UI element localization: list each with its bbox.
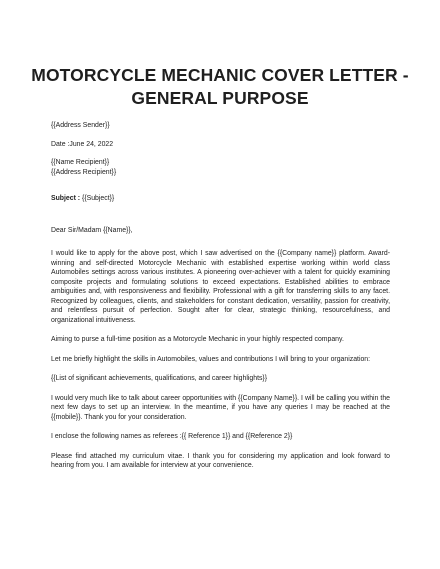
paragraph-achievements: {{List of significant achievements, qualifications, and career highlights}} (51, 375, 268, 382)
name-recipient: {{Name Recipient}} (51, 159, 110, 166)
subject-line (51, 194, 390, 204)
date-label: Date : (51, 140, 70, 148)
subject-value: {{Subject}} (80, 195, 115, 202)
letter-body (51, 121, 390, 471)
paragraph-closing: Please find attached my curriculum vitae. I thank you for considering my application and look forward to hearing from you. I am available for interview at your convenience. (51, 452, 390, 469)
date-value: June 24, 2022 (69, 140, 114, 148)
address-sender: {{Address Sender}} (51, 122, 110, 129)
salutation: Dear Sir/Madam {{Name}}, (51, 226, 133, 234)
paragraph-aim: Aiming to purse a full-time position as a Motorcycle Mechanic in your highly respected company. (51, 336, 344, 343)
paragraph-intro: I would like to apply for the above post, which I saw advertised on the {{Company name}} platform. Award-winning and self-directed Motorcycle Mechanic with established expertise working within world class Automobiles settings across various institutes. A pioneering over-achiever with a talent for quickly examining composite projects and formulating solutions to exceed expectations. Established abilities to embrace ambiguities and, with responsiveness and flexibility. Professional with a gift for transferring skills to any facet. Recognized by colleagues, clients, and stakeholders for constant dedication, versatility, passion for creativity, and relentless pursuit of perfection. Sought after for clear, strategic thinking, resourcefulness, and organizational intuitiveness. (51, 250, 390, 324)
document-title (20, 64, 420, 110)
paragraph-referees: I enclose the following names as referees :{{ Reference 1}} and {{Reference 2}} (51, 433, 293, 440)
subject-label: Subject : (51, 195, 81, 202)
title-line-1: MOTORCYCLE MECHANIC COVER LETTER - (31, 65, 409, 85)
address-recipient: {{Address Recipient}} (51, 168, 117, 176)
title-line-2: GENERAL PURPOSE (131, 88, 309, 108)
paragraph-skills: Let me briefly highlight the skills in Automobiles, values and contributions I will bring to your organization: (51, 355, 371, 363)
paragraph-interview: I would very much like to talk about career opportunities with {{Company Name}}. I will be calling you within the next few days to set up an interview. In the meantime, if you have any queries I may be reached at the {{mobile}}. Thank you for your consideration. (51, 394, 390, 421)
date-line (51, 140, 390, 150)
